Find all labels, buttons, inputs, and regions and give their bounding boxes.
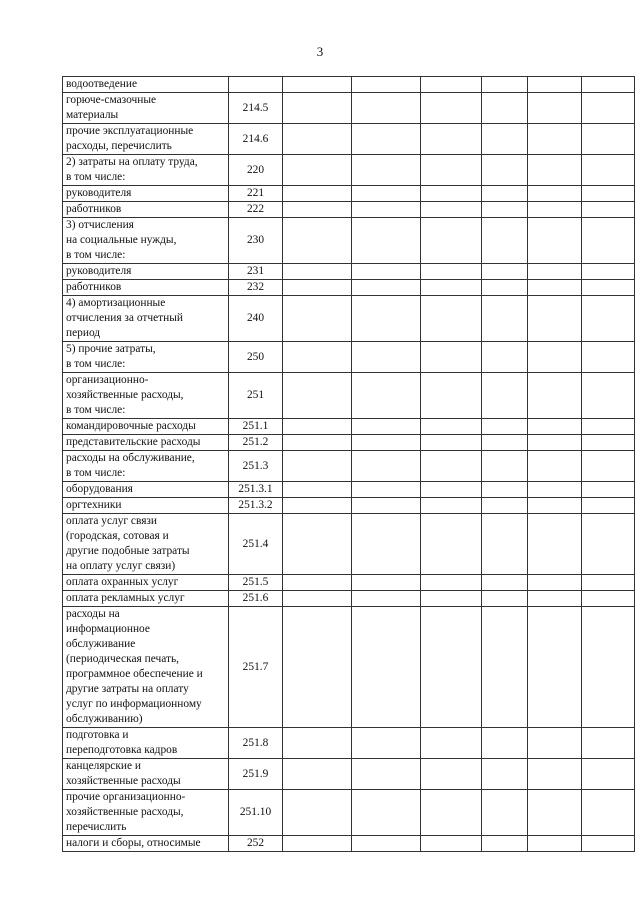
row-code-cell: 251.7	[229, 607, 283, 728]
empty-value-cell	[352, 202, 421, 218]
empty-value-cell	[352, 836, 421, 852]
empty-value-cell	[528, 77, 582, 93]
empty-value-cell	[528, 836, 582, 852]
empty-value-cell	[482, 155, 528, 186]
empty-value-cell	[528, 728, 582, 759]
empty-value-cell	[582, 790, 635, 836]
row-name-cell: оплата рекламных услуг	[63, 591, 229, 607]
empty-value-cell	[582, 280, 635, 296]
row-name-cell: водоотведение	[63, 77, 229, 93]
empty-value-cell	[482, 575, 528, 591]
empty-value-cell	[528, 790, 582, 836]
empty-value-cell	[283, 607, 352, 728]
empty-value-cell	[352, 607, 421, 728]
table-row	[63, 218, 635, 264]
empty-value-cell	[582, 93, 635, 124]
empty-value-cell	[482, 124, 528, 155]
empty-value-cell	[283, 202, 352, 218]
empty-value-cell	[352, 264, 421, 280]
empty-value-cell	[283, 836, 352, 852]
empty-value-cell	[482, 591, 528, 607]
row-name-cell: 5) прочие затраты, в том числе:	[63, 342, 229, 373]
empty-value-cell	[352, 591, 421, 607]
empty-value-cell	[283, 482, 352, 498]
empty-value-cell	[352, 124, 421, 155]
empty-value-cell	[528, 202, 582, 218]
row-name-cell: работников	[63, 280, 229, 296]
empty-value-cell	[283, 498, 352, 514]
empty-value-cell	[283, 342, 352, 373]
empty-value-cell	[421, 591, 482, 607]
table-row	[63, 759, 635, 790]
empty-value-cell	[582, 836, 635, 852]
empty-value-cell	[528, 451, 582, 482]
table-row	[63, 728, 635, 759]
table-row	[63, 186, 635, 202]
expense-table	[62, 76, 635, 852]
table-row	[63, 264, 635, 280]
empty-value-cell	[582, 373, 635, 419]
row-name-cell: 3) отчисления на социальные нужды, в том числе:	[63, 218, 229, 264]
empty-value-cell	[582, 482, 635, 498]
empty-value-cell	[283, 759, 352, 790]
row-name-cell: 4) амортизационные отчисления за отчетный период	[63, 296, 229, 342]
empty-value-cell	[482, 482, 528, 498]
empty-value-cell	[283, 296, 352, 342]
empty-value-cell	[421, 790, 482, 836]
row-name-cell: оплата услуг связи (городская, сотовая и другие подобные затраты на оплату услуг связи)	[63, 514, 229, 575]
empty-value-cell	[421, 218, 482, 264]
row-code-cell: 251.3	[229, 451, 283, 482]
empty-value-cell	[352, 435, 421, 451]
empty-value-cell	[421, 607, 482, 728]
empty-value-cell	[421, 419, 482, 435]
empty-value-cell	[283, 451, 352, 482]
empty-value-cell	[528, 759, 582, 790]
empty-value-cell	[352, 342, 421, 373]
empty-value-cell	[352, 514, 421, 575]
empty-value-cell	[283, 591, 352, 607]
empty-value-cell	[421, 435, 482, 451]
table-row	[63, 202, 635, 218]
row-code-cell: 252	[229, 836, 283, 852]
row-code-cell: 251.5	[229, 575, 283, 591]
empty-value-cell	[421, 575, 482, 591]
empty-value-cell	[421, 93, 482, 124]
empty-value-cell	[421, 264, 482, 280]
row-code-cell: 240	[229, 296, 283, 342]
table-row	[63, 591, 635, 607]
table-row	[63, 514, 635, 575]
empty-value-cell	[283, 373, 352, 419]
empty-value-cell	[283, 264, 352, 280]
empty-value-cell	[283, 93, 352, 124]
row-name-cell: оборудования	[63, 482, 229, 498]
empty-value-cell	[283, 77, 352, 93]
row-name-cell: оплата охранных услуг	[63, 575, 229, 591]
empty-value-cell	[283, 435, 352, 451]
empty-value-cell	[421, 296, 482, 342]
empty-value-cell	[528, 373, 582, 419]
table-row	[63, 373, 635, 419]
empty-value-cell	[352, 93, 421, 124]
empty-value-cell	[528, 591, 582, 607]
row-name-cell: работников	[63, 202, 229, 218]
empty-value-cell	[582, 514, 635, 575]
empty-value-cell	[482, 373, 528, 419]
row-code-cell: 231	[229, 264, 283, 280]
table-row	[63, 93, 635, 124]
empty-value-cell	[582, 728, 635, 759]
table-row	[63, 77, 635, 93]
empty-value-cell	[421, 498, 482, 514]
row-name-cell: руководителя	[63, 264, 229, 280]
empty-value-cell	[528, 155, 582, 186]
row-name-cell: оргтехники	[63, 498, 229, 514]
empty-value-cell	[528, 575, 582, 591]
empty-value-cell	[582, 591, 635, 607]
empty-value-cell	[528, 482, 582, 498]
empty-value-cell	[482, 514, 528, 575]
empty-value-cell	[482, 218, 528, 264]
row-code-cell: 251.4	[229, 514, 283, 575]
empty-value-cell	[352, 451, 421, 482]
empty-value-cell	[528, 342, 582, 373]
empty-value-cell	[582, 202, 635, 218]
table-row	[63, 124, 635, 155]
empty-value-cell	[421, 514, 482, 575]
empty-value-cell	[528, 186, 582, 202]
empty-value-cell	[528, 280, 582, 296]
empty-value-cell	[582, 607, 635, 728]
row-name-cell: горюче-смазочные материалы	[63, 93, 229, 124]
empty-value-cell	[482, 759, 528, 790]
empty-value-cell	[582, 124, 635, 155]
table-row	[63, 419, 635, 435]
empty-value-cell	[421, 186, 482, 202]
row-name-cell: командировочные расходы	[63, 419, 229, 435]
row-code-cell: 251	[229, 373, 283, 419]
empty-value-cell	[482, 419, 528, 435]
empty-value-cell	[482, 93, 528, 124]
empty-value-cell	[421, 280, 482, 296]
empty-value-cell	[421, 482, 482, 498]
row-code-cell: 230	[229, 218, 283, 264]
empty-value-cell	[283, 790, 352, 836]
empty-value-cell	[421, 342, 482, 373]
empty-value-cell	[283, 514, 352, 575]
empty-value-cell	[352, 155, 421, 186]
empty-value-cell	[582, 155, 635, 186]
row-code-cell: 251.9	[229, 759, 283, 790]
empty-value-cell	[482, 498, 528, 514]
row-code-cell: 251.1	[229, 419, 283, 435]
empty-value-cell	[482, 186, 528, 202]
empty-value-cell	[482, 435, 528, 451]
empty-value-cell	[582, 419, 635, 435]
empty-value-cell	[352, 186, 421, 202]
empty-value-cell	[528, 514, 582, 575]
empty-value-cell	[421, 373, 482, 419]
table-row	[63, 836, 635, 852]
empty-value-cell	[482, 342, 528, 373]
empty-value-cell	[528, 218, 582, 264]
row-code-cell: 232	[229, 280, 283, 296]
row-name-cell: прочие эксплуатационные расходы, перечислить	[63, 124, 229, 155]
empty-value-cell	[352, 373, 421, 419]
empty-value-cell	[283, 728, 352, 759]
row-code-cell	[229, 77, 283, 93]
empty-value-cell	[421, 124, 482, 155]
row-name-cell: организационно- хозяйственные расходы, в том числе:	[63, 373, 229, 419]
empty-value-cell	[421, 202, 482, 218]
empty-value-cell	[482, 607, 528, 728]
table-row	[63, 607, 635, 728]
row-code-cell: 220	[229, 155, 283, 186]
row-name-cell: расходы на информационное обслуживание (периодическая печать, программное обеспечение и другие затраты на оплату услуг по информационному обслуживанию)	[63, 607, 229, 728]
empty-value-cell	[528, 607, 582, 728]
empty-value-cell	[421, 451, 482, 482]
empty-value-cell	[352, 218, 421, 264]
empty-value-cell	[283, 155, 352, 186]
empty-value-cell	[283, 218, 352, 264]
row-name-cell: налоги и сборы, относимые	[63, 836, 229, 852]
row-name-cell: прочие организационно- хозяйственные расходы, перечислить	[63, 790, 229, 836]
table-row	[63, 498, 635, 514]
row-code-cell: 222	[229, 202, 283, 218]
empty-value-cell	[352, 77, 421, 93]
empty-value-cell	[482, 451, 528, 482]
empty-value-cell	[352, 280, 421, 296]
table-row	[63, 280, 635, 296]
empty-value-cell	[421, 836, 482, 852]
empty-value-cell	[582, 575, 635, 591]
empty-value-cell	[482, 202, 528, 218]
table-row	[63, 790, 635, 836]
empty-value-cell	[482, 280, 528, 296]
empty-value-cell	[482, 296, 528, 342]
empty-value-cell	[482, 728, 528, 759]
row-name-cell: 2) затраты на оплату труда, в том числе:	[63, 155, 229, 186]
table-row	[63, 155, 635, 186]
empty-value-cell	[582, 77, 635, 93]
table-row	[63, 575, 635, 591]
row-code-cell: 250	[229, 342, 283, 373]
empty-value-cell	[528, 124, 582, 155]
empty-value-cell	[582, 451, 635, 482]
table-row	[63, 451, 635, 482]
row-code-cell: 214.6	[229, 124, 283, 155]
row-code-cell: 214.5	[229, 93, 283, 124]
empty-value-cell	[528, 435, 582, 451]
empty-value-cell	[352, 575, 421, 591]
empty-value-cell	[528, 264, 582, 280]
empty-value-cell	[352, 498, 421, 514]
row-name-cell: подготовка и переподготовка кадров	[63, 728, 229, 759]
row-code-cell: 221	[229, 186, 283, 202]
empty-value-cell	[352, 790, 421, 836]
row-name-cell: представительские расходы	[63, 435, 229, 451]
empty-value-cell	[352, 296, 421, 342]
row-code-cell: 251.6	[229, 591, 283, 607]
empty-value-cell	[582, 186, 635, 202]
row-code-cell: 251.10	[229, 790, 283, 836]
empty-value-cell	[283, 280, 352, 296]
empty-value-cell	[528, 296, 582, 342]
empty-value-cell	[421, 77, 482, 93]
empty-value-cell	[352, 728, 421, 759]
table-row	[63, 482, 635, 498]
empty-value-cell	[421, 155, 482, 186]
row-code-cell: 251.2	[229, 435, 283, 451]
page-number: 3	[316, 44, 324, 59]
empty-value-cell	[352, 759, 421, 790]
empty-value-cell	[421, 728, 482, 759]
row-code-cell: 251.3.2	[229, 498, 283, 514]
empty-value-cell	[421, 759, 482, 790]
empty-value-cell	[582, 342, 635, 373]
empty-value-cell	[582, 264, 635, 280]
empty-value-cell	[582, 296, 635, 342]
row-name-cell: расходы на обслуживание, в том числе:	[63, 451, 229, 482]
empty-value-cell	[582, 435, 635, 451]
empty-value-cell	[482, 77, 528, 93]
table-row	[63, 342, 635, 373]
empty-value-cell	[352, 419, 421, 435]
empty-value-cell	[283, 186, 352, 202]
row-name-cell: руководителя	[63, 186, 229, 202]
table-row	[63, 435, 635, 451]
empty-value-cell	[283, 575, 352, 591]
table-row	[63, 296, 635, 342]
empty-value-cell	[482, 790, 528, 836]
empty-value-cell	[528, 419, 582, 435]
empty-value-cell	[582, 498, 635, 514]
empty-value-cell	[482, 264, 528, 280]
empty-value-cell	[283, 419, 352, 435]
empty-value-cell	[283, 124, 352, 155]
empty-value-cell	[528, 498, 582, 514]
empty-value-cell	[528, 93, 582, 124]
row-code-cell: 251.3.1	[229, 482, 283, 498]
empty-value-cell	[482, 836, 528, 852]
row-code-cell: 251.8	[229, 728, 283, 759]
empty-value-cell	[582, 759, 635, 790]
empty-value-cell	[352, 482, 421, 498]
row-name-cell: канцелярские и хозяйственные расходы	[63, 759, 229, 790]
empty-value-cell	[582, 218, 635, 264]
